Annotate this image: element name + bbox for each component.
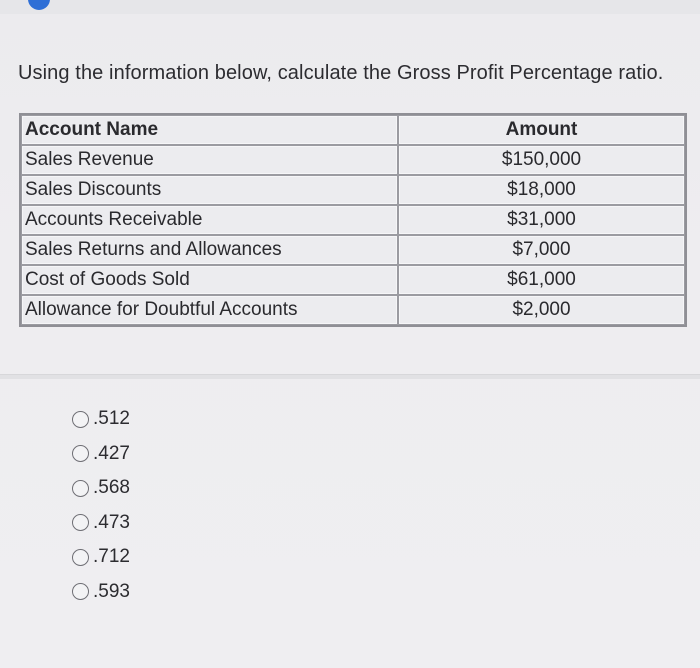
amount-cell: $7,000 [398,235,685,265]
answer-options [72,402,130,609]
table-row [21,295,685,325]
account-name-cell: Sales Revenue [21,145,398,175]
answer-option[interactable] [72,471,130,506]
answer-option-label[interactable]: .427 [93,442,130,464]
column-header-account-name: Account Name [21,115,398,145]
radio-button[interactable] [72,549,89,566]
amount-cell: $2,000 [398,295,685,325]
amount-cell: $31,000 [398,205,685,235]
answer-option[interactable] [72,506,130,541]
account-name-cell: Sales Discounts [21,175,398,205]
radio-button[interactable] [72,480,89,497]
answer-option[interactable] [72,540,130,575]
table-row [21,265,685,295]
question-text: Using the information below, calculate the Gross Profit Percentage ratio. [18,62,664,84]
answer-option[interactable] [72,437,130,472]
section-divider [0,374,700,379]
amount-cell: $61,000 [398,265,685,295]
account-name-cell: Accounts Receivable [21,205,398,235]
column-header-amount: Amount [398,115,685,145]
table-row [21,205,685,235]
answer-option-label[interactable]: .593 [93,580,130,602]
radio-button[interactable] [72,411,89,428]
answer-option-label[interactable]: .473 [93,511,130,533]
radio-button[interactable] [72,583,89,600]
answer-option[interactable] [72,575,130,610]
radio-button[interactable] [72,445,89,462]
answer-option-label[interactable]: .568 [93,477,130,499]
table-row [21,235,685,265]
answer-option-label[interactable]: .512 [93,408,130,430]
table-row [21,145,685,175]
top-stripe [0,0,700,14]
answer-option[interactable] [72,402,130,437]
account-name-cell: Sales Returns and Allowances [21,235,398,265]
accounts-table [19,113,687,327]
amount-cell: $18,000 [398,175,685,205]
table-header-row [21,115,685,145]
account-name-cell: Cost of Goods Sold [21,265,398,295]
table-row [21,175,685,205]
account-name-cell: Allowance for Doubtful Accounts [21,295,398,325]
amount-cell: $150,000 [398,145,685,175]
radio-button[interactable] [72,514,89,531]
answer-option-label[interactable]: .712 [93,546,130,568]
